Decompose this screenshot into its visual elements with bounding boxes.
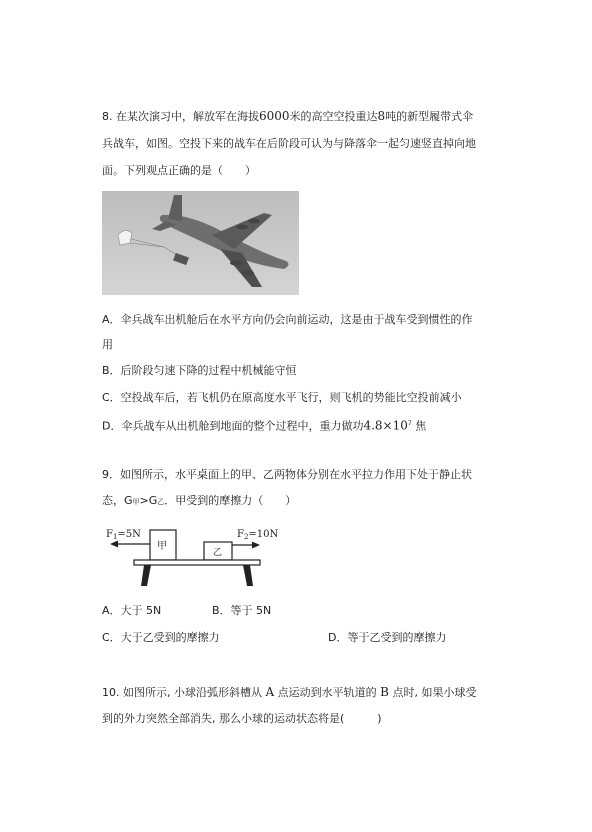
table-leg-right <box>243 565 253 586</box>
q9-stem-line-2: 态，G甲>G乙．甲受到的摩擦力（ ） <box>102 494 297 507</box>
f1-label: $F_1=5N$ <box>106 529 141 541</box>
q9-option-a: A．大于 5N <box>102 604 162 617</box>
friction-blocks-figure <box>104 525 279 587</box>
block-yi-label: 乙 <box>213 548 223 558</box>
q9-option-d: D．等于乙受到的摩擦力 <box>328 631 447 644</box>
q8-stem-line-3: 面。下列观点正确的是（ ） <box>102 164 256 177</box>
f1-arrowhead <box>110 541 118 548</box>
table-leg-left <box>141 565 151 586</box>
q10-stem-line-2: 到的外力突然全部消失, 那么小球的运动状态将是( ) <box>102 712 382 725</box>
airdrop-plane-photo <box>102 191 299 295</box>
q8-stem-line-1: 8. 在某次演习中，解放军在海拔6000米的高空空投重达8吨的新型履带式伞 <box>102 109 474 123</box>
q9-option-c: C．大于乙受到的摩擦力 <box>102 631 220 644</box>
table-top <box>134 560 260 565</box>
q8-option-a-line-2: 用 <box>102 338 113 351</box>
q8-option-a-line-1: A．伞兵战车出机舱后在水平方向仍会向前运动，这是由于战车受到惯性的作 <box>102 313 473 326</box>
block-jia-label: 甲 <box>157 541 167 552</box>
q9-stem-line-1: 9．如图所示，水平桌面上的甲、乙两物体分别在水平拉力作用下处于静止状 <box>102 468 472 481</box>
f2-label: $F_2=10N$ <box>237 529 279 541</box>
q8-option-c: C．空投战车后，若飞机仍在原高度水平飞行，则飞机的势能比空投前减小 <box>102 391 462 404</box>
q9-option-b: B．等于 5N <box>212 604 272 617</box>
q10-stem-line-1: 10. 如图所示, 小球沿弧形斜槽从 A 点运动到水平轨道的 B 点时, 如果小球受 <box>102 685 477 699</box>
q8-stem-line-2: 兵战车，如图。空投下来的战车在后阶段可认为与降落伞一起匀速竖直掉向地 <box>102 137 476 150</box>
f2-arrowhead <box>252 542 260 549</box>
q8-option-d: D．伞兵战车从出机舱到地面的整个过程中，重力做功$4.8\times 10^7$ 焦 <box>102 418 427 433</box>
q8-option-b: B．后阶段匀速下降的过程中机械能守恒 <box>102 364 297 377</box>
